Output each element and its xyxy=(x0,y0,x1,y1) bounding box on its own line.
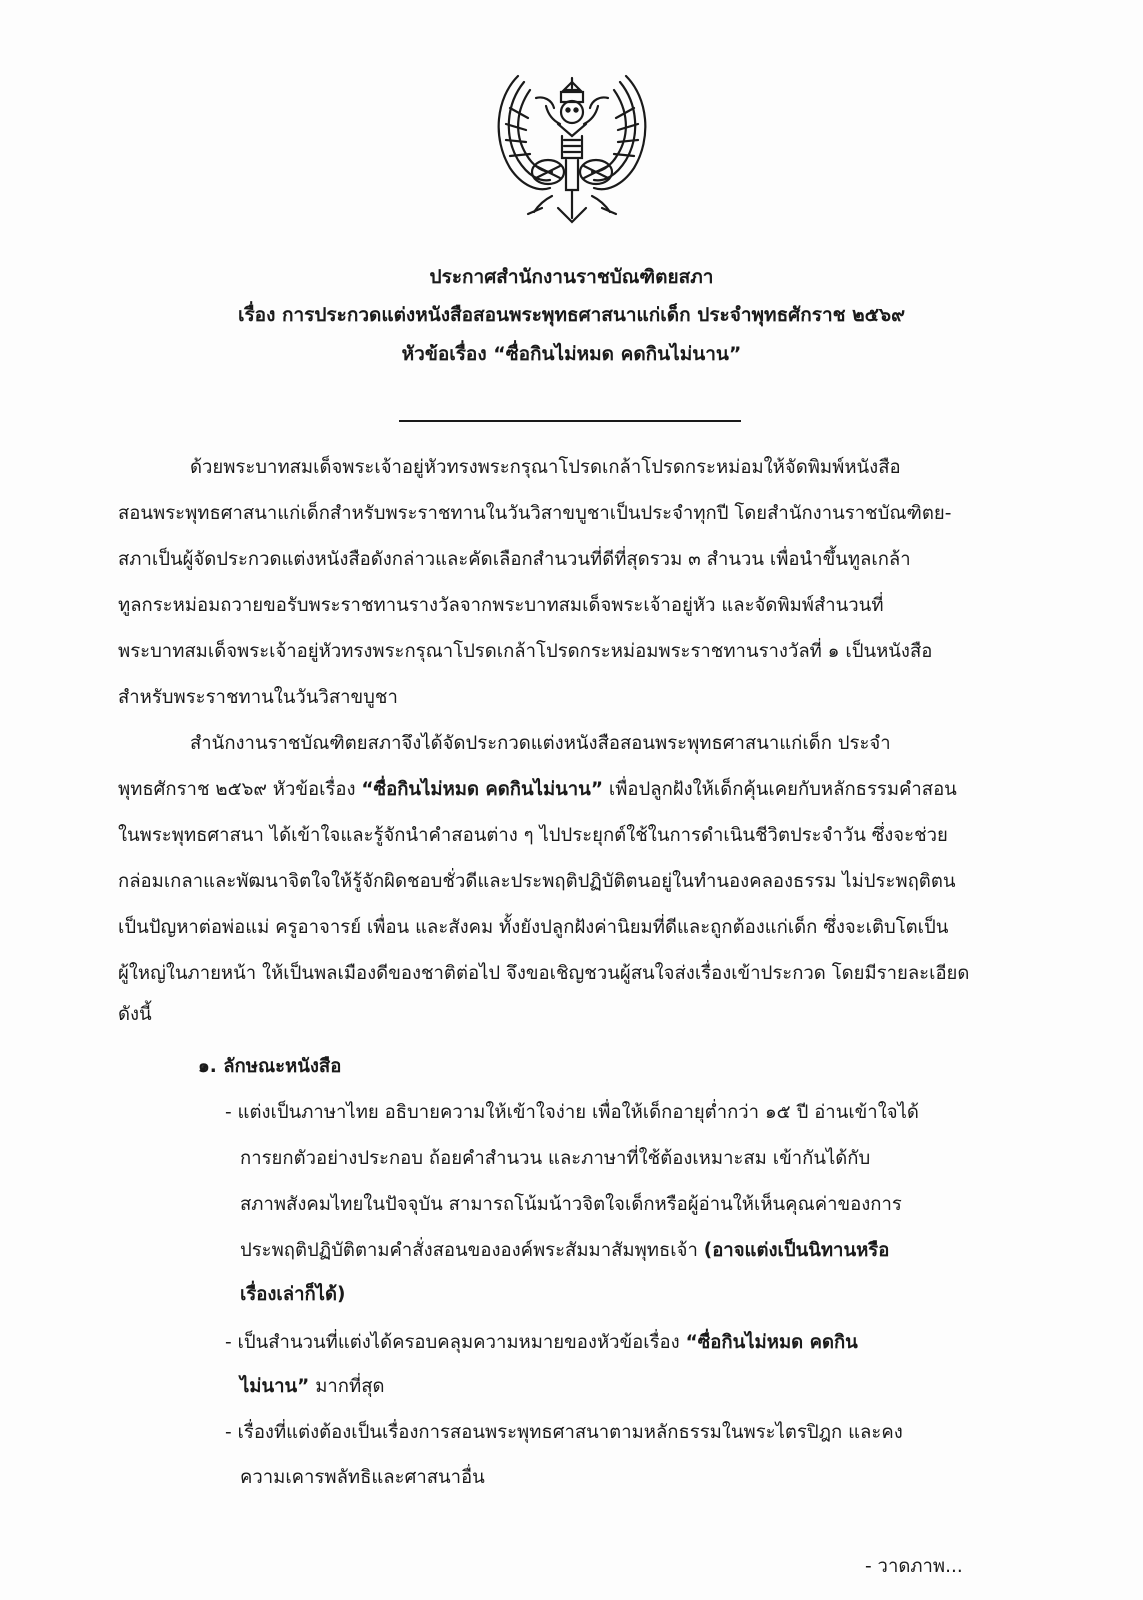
paragraph1-line1: ด้วยพระบาทสมเด็จพระเจ้าอยู่หัวทรงพระกรุณาโปรดเกล้าโปรดกระหม่อมให้จัดพิมพ์หนังสือ xyxy=(190,457,901,478)
bullet2-line1-pre: - เป็นสำนวนที่แต่งได้ครอบคลุมความหมายของหัวข้อเรื่อง xyxy=(225,1332,686,1353)
bullet1-line2: การยกตัวอย่างประกอบ ถ้อยคำสำนวน และภาษาที่ใช้ต้องเหมาะสม เข้ากันได้กับ xyxy=(240,1148,871,1169)
paragraph1-line5: พระบาทสมเด็จพระเจ้าอยู่หัวทรงพระกรุณาโปรดเกล้าโปรดกระหม่อมพระราชทานรางวัลที่ ๑ เป็นหนังสือ xyxy=(118,641,933,662)
paragraph2-line3: ในพระพุทธศาสนา ได้เข้าใจและรู้จักนำคำสอนต่าง ๆ ไปประยุกต์ใช้ในการดำเนินชีวิตประจำวัน ซึ่งจะช่วย xyxy=(118,825,948,846)
announcement-topic: หัวข้อเรื่อง “ซื่อกินไม่หมด คดกินไม่นาน” xyxy=(401,343,742,365)
paragraph2-line5: เป็นปัญหาต่อพ่อแม่ ครูอาจารย์ เพื่อน และสังคม ทั้งยังปลูกฝังค่านิยมที่ดีและถูกต้องแก่เด็ก ซึ่งจะเติบโตเป็น xyxy=(118,917,949,938)
bullet1-line4-pre: ประพฤติปฏิบัติตามคำสั่งสอนขององค์พระสัมมาสัมพุทธเจ้า xyxy=(240,1240,704,1261)
paragraph2-line7: ดังนี้ xyxy=(118,1004,152,1025)
paragraph2-line4: กล่อมเกลาและพัฒนาจิตใจให้รู้จักผิดชอบชั่วดีและประพฤติปฏิบัติตนอยู่ในทำนองคลองธรรม ไม่ประพฤติตน xyxy=(118,871,956,892)
bullet1-line3: สภาพสังคมไทยในปัจจุบัน สามารถโน้มน้าวจิตใจเด็กหรือผู้อ่านให้เห็นคุณค่าของการ xyxy=(240,1194,902,1215)
continuation-marker: - วาดภาพ... xyxy=(865,1556,963,1577)
bullet1-line4 xyxy=(240,1236,889,1265)
announcement-subject: เรื่อง การประกวดแต่งหนังสือสอนพระพุทธศาสนาแก่เด็ก ประจำพุทธศักราช ๒๕๖๙ xyxy=(237,304,906,326)
bullet2-line2-post: มากที่สุด xyxy=(309,1376,385,1397)
bullet2-line2-bold: ไม่นาน” xyxy=(240,1376,310,1397)
paragraph1-line6: สำหรับพระราชทานในวันวิสาขบูชา xyxy=(118,687,398,708)
bullet2-line1 xyxy=(225,1328,858,1357)
bullet3-line1: - เรื่องที่แต่งต้องเป็นเรื่องการสอนพระพุทธศาสนาตามหลักธรรมในพระไตรปิฎก และคง xyxy=(225,1422,903,1443)
paragraph1-line3: สภาเป็นผู้จัดประกวดแต่งหนังสือดังกล่าวและคัดเลือกสำนวนที่ดีที่สุดรวม ๓ สำนวน เพื่อนำขึ้นทูลเกล้า xyxy=(118,549,911,570)
paragraph2-line2 xyxy=(118,775,957,804)
paragraph2-line2-pre: พุทธศักราช ๒๕๖๙ หัวข้อเรื่อง xyxy=(118,779,362,800)
bullet1-line4-bold: (อาจแต่งเป็นนิทานหรือ xyxy=(703,1240,890,1261)
paragraph1-line2: สอนพระพุทธศาสนาแก่เด็กสำหรับพระราชทานในวันวิสาขบูชาเป็นประจำทุกปี โดยสำนักงานราชบัณฑิตย- xyxy=(118,503,952,524)
paragraph2-line1: สำนักงานราชบัณฑิตยสภาจึงได้จัดประกวดแต่งหนังสือสอนพระพุทธศาสนาแก่เด็ก ประจำ xyxy=(190,733,891,754)
bullet1-line1: - แต่งเป็นภาษาไทย อธิบายความให้เข้าใจง่าย เพื่อให้เด็กอายุต่ำกว่า ๑๕ ปี อ่านเข้าใจได้ xyxy=(225,1102,919,1123)
title-divider xyxy=(399,420,741,422)
paragraph1-line4: ทูลกระหม่อมถวายขอรับพระราชทานรางวัลจากพระบาทสมเด็จพระเจ้าอยู่หัว และจัดพิมพ์สำนวนที่ xyxy=(118,595,884,616)
paragraph2-line6: ผู้ใหญ่ในภายหน้า ให้เป็นพลเมืองดีของชาติต่อไป จึงขอเชิญชวนผู้สนใจส่งเรื่องเข้าประกวด โดยมีรายละเอียด xyxy=(118,963,970,984)
paragraph2-line2-post: เพื่อปลูกฝังให้เด็กคุ้นเคยกับหลักธรรมคำสอน xyxy=(602,779,957,800)
announcement-title: ประกาศสำนักงานราชบัณฑิตยสภา xyxy=(429,266,714,288)
bullet3-line2: ความเคารพลัทธิและศาสนาอื่น xyxy=(240,1467,485,1488)
bullet2-line2 xyxy=(240,1372,385,1401)
bullet1-line5: เรื่องเล่าก็ได้) xyxy=(240,1284,346,1305)
section1-heading: ๑. ลักษณะหนังสือ xyxy=(198,1056,342,1077)
garuda-emblem-icon xyxy=(488,68,656,230)
paragraph2-topic-bold: “ซื่อกินไม่หมด คดกินไม่นาน” xyxy=(361,779,603,800)
bullet2-line1-bold: “ซื่อกินไม่หมด คดกิน xyxy=(685,1332,858,1353)
